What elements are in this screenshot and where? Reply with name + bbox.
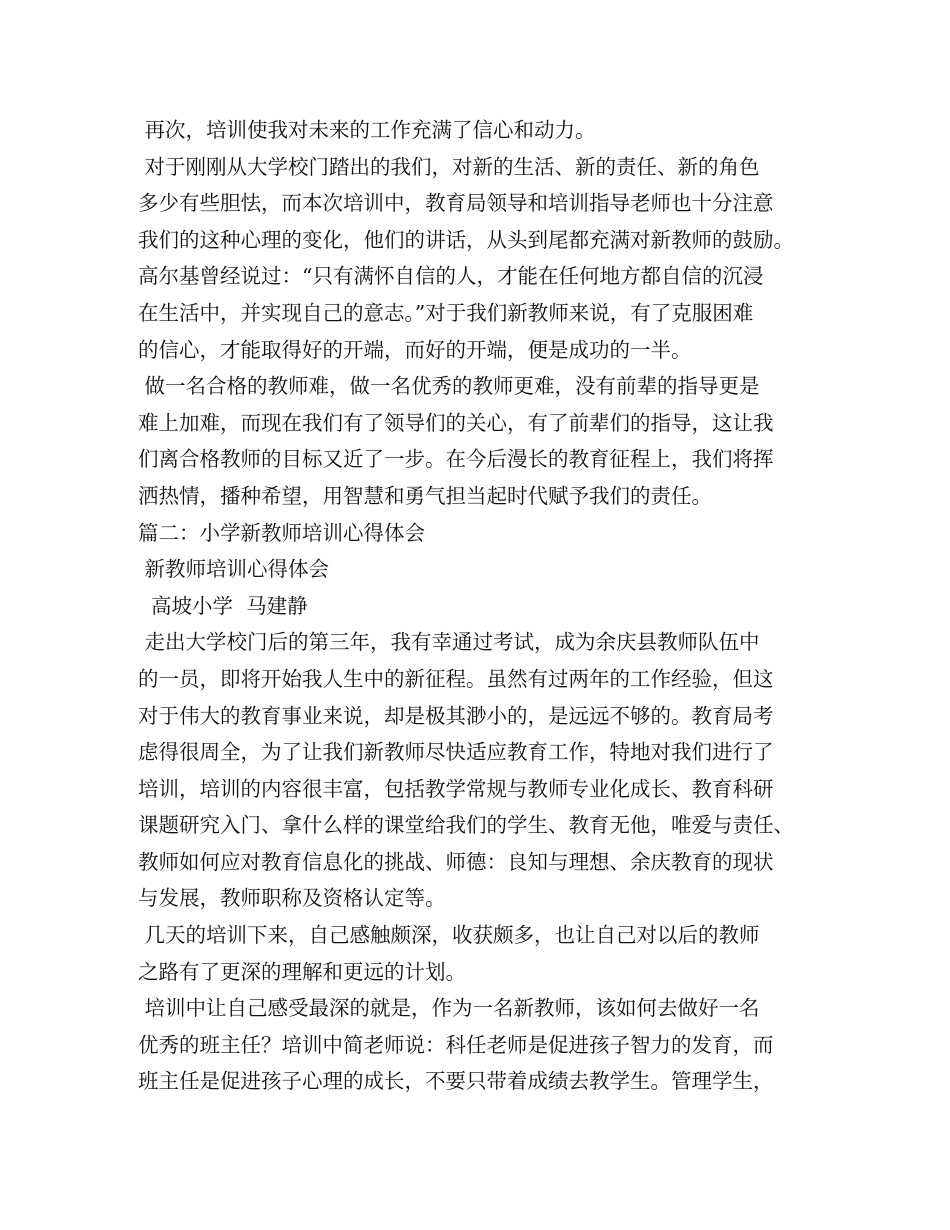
text-line: 对于刚刚从大学校门踏出的我们，对新的生活、新的责任、新的角色 [138,154,760,179]
text-line: 之路有了更深的理解和更远的计划。 [138,959,466,984]
text-line: 培训，培训的内容很丰富，包括教学常规与教师专业化成长、教育科研 [138,776,774,801]
text-line: 对于伟大的教育事业来说，却是极其渺小的，是远远不够的。教育局考 [138,703,774,728]
text-line: 的信心，才能取得好的开端，而好的开端，便是成功的一半。 [138,337,692,362]
text-line: 班主任是促进孩子心理的成长，不要只带着成绩去教学生。管理学生， [138,1069,774,1094]
text-line: 再次，培训使我对未来的工作充满了信心和动力。 [138,118,596,142]
text-line: 培训中让自己感受最深的就是，作为一名新教师，该如何去做好一名 [138,996,760,1021]
text-line: 几天的培训下来，自己感触颇深，收获颇多，也让自己对以后的教师 [138,923,760,948]
text-line: 优秀的班主任？培训中简老师说：科任老师是促进孩子智力的发育，而 [138,1032,774,1057]
text-line: 难上加难，而现在我们有了领导们的关心，有了前辈们的指导，这让我 [138,410,774,435]
author-byline: 高坡小学 马建静 [138,593,308,618]
text-line: 我们的这种心理的变化，他们的讲话，从头到尾都充满对新教师的鼓励。 [138,227,794,252]
text-line: 走出大学校门后的第三年，我有幸通过考试，成为余庆县教师队伍中 [138,630,760,655]
article-title: 新教师培训心得体会 [138,557,330,582]
text-line: 们离合格教师的目标又近了一步。在今后漫长的教育征程上，我们将挥 [138,447,774,472]
text-line: 多少有些胆怯，而本次培训中，教育局领导和培训指导老师也十分注意 [138,191,774,216]
body-text [138,112,828,1100]
text-line: 教师如何应对教育信息化的挑战、师德：良知与理想、余庆教育的现状 [138,849,774,874]
text-line: 的一员，即将开始我人生中的新征程。虽然有过两年的工作经验，但这 [138,666,774,691]
text-line: 在生活中，并实现自己的意志。”对于我们新教师来说，有了克服困难 [138,300,754,325]
text-line: 虑得很周全，为了让我们新教师尽快适应教育工作，特地对我们进行了 [138,740,774,765]
text-line: 洒热情，播种希望，用智慧和勇气担当起时代赋予我们的责任。 [138,483,712,508]
section-heading: 篇二：小学新教师培训心得体会 [138,520,425,545]
text-line: 做一名合格的教师难，做一名优秀的教师更难，没有前辈的指导更是 [138,374,760,399]
text-line: 高尔基曾经说过：“只有满怀自信的人，才能在任何地方都自信的沉浸 [138,264,764,289]
text-line: 与发展，教师职称及资格认定等。 [138,886,446,911]
text-line: 课题研究入门、拿什么样的课堂给我们的学生、教育无他，唯爱与责任、 [138,813,794,838]
